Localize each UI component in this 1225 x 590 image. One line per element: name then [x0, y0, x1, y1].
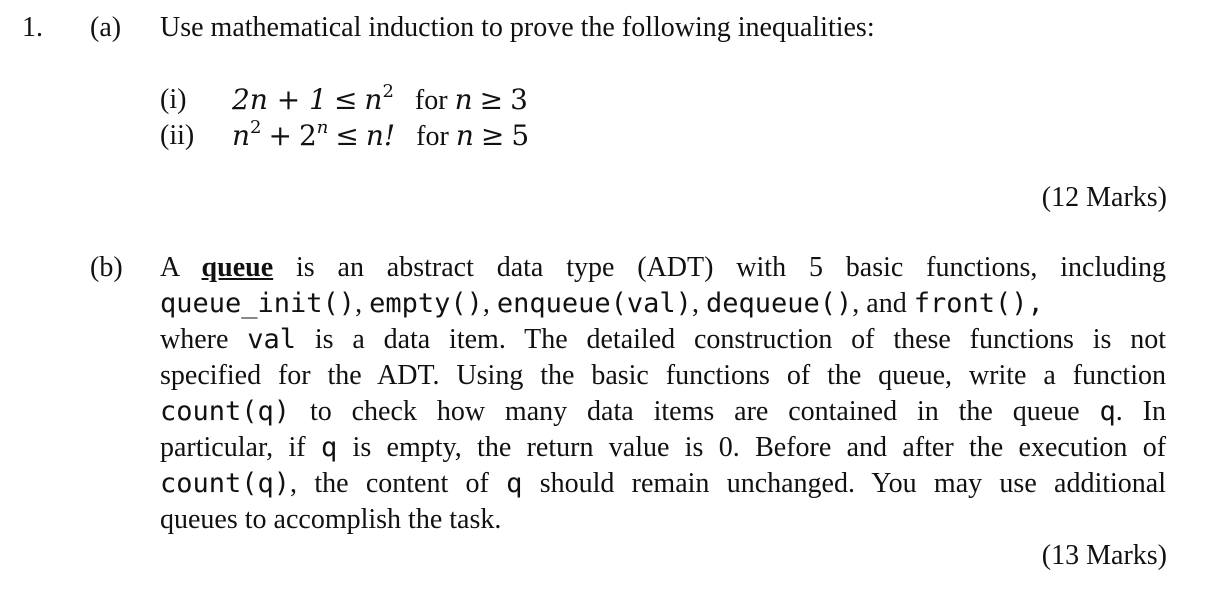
func-queue-init: queue_init() — [160, 288, 356, 319]
condition-i-relation: ≥ — [479, 83, 504, 116]
condition-ii-var: n — [455, 119, 474, 152]
condition-ii-word: for — [416, 121, 449, 152]
condition-i-value: 3 — [510, 83, 528, 116]
separator: , — [482, 288, 490, 319]
separator: , — [852, 288, 860, 319]
func-dequeue: dequeue() — [705, 288, 853, 319]
text-where: where — [160, 324, 229, 355]
part-b-line-1 — [160, 250, 1166, 286]
text-check-items: to check how many data items are contained in the queue — [309, 396, 1080, 427]
part-a-prompt: Use mathematical induction to prove the following inequalities: — [160, 12, 875, 43]
separator: , — [691, 288, 699, 319]
item-ii-label: (ii) — [160, 120, 195, 151]
inequality-ii-lhs2-base: 2 — [298, 119, 317, 152]
condition-ii-value: 5 — [511, 119, 530, 152]
inequality-ii-plus: + — [268, 119, 292, 152]
inequality-i-relation: ≤ — [333, 83, 358, 116]
part-b-line-3 — [160, 322, 1166, 358]
part-b-line-7 — [160, 466, 1166, 502]
code-q: q — [320, 432, 338, 463]
part-b-line-6 — [160, 430, 1166, 466]
part-b-line-8: queues to accomplish the task. — [160, 504, 502, 535]
item-i-label: (i) — [160, 84, 187, 115]
inequality-ii — [232, 118, 529, 155]
part-a-label: (a) — [90, 12, 122, 43]
part-b-line-5 — [160, 394, 1166, 430]
func-empty: empty() — [369, 288, 483, 319]
text-particular: particular, if — [160, 432, 306, 463]
code-val: val — [247, 324, 297, 355]
inequality-ii-rhs: n! — [365, 119, 396, 152]
part-a-marks: (12 Marks) — [1041, 182, 1167, 213]
code-count-q: count(q) — [160, 468, 291, 499]
text-in: . In — [1115, 396, 1167, 427]
text-and: and — [866, 288, 907, 319]
text-remain-unchanged: should remain unchanged. You may use additional — [539, 468, 1167, 499]
inequality-ii-lhs2-exponent: n — [316, 116, 329, 138]
text-adt-description: is an abstract data type (ADT) with 5 basic functions, including — [295, 252, 1167, 283]
code-q: q — [1099, 396, 1116, 427]
inequality-i — [232, 82, 528, 119]
inequality-i-lhs: 2n + 1 — [232, 83, 327, 116]
separator: , — [355, 288, 363, 319]
code-count-q: count(q) — [160, 396, 291, 427]
text-data-item: is a data item. The detailed construction of these functions is not — [314, 324, 1166, 355]
question-number: 1. — [22, 12, 43, 43]
part-b-line-2 — [160, 286, 1044, 322]
func-front: front() — [913, 288, 1028, 319]
part-b-label: (b) — [90, 252, 123, 283]
part-b-marks: (13 Marks) — [1041, 540, 1167, 571]
inequality-ii-lhs-base: n — [232, 119, 251, 152]
text-empty-return: is empty, the return value is 0. Before and after the execution of — [352, 432, 1167, 463]
part-b-line-4: specified for the ADT. Using the basic functions of the queue, write a function — [160, 360, 1166, 391]
adt-name: queue — [201, 252, 274, 283]
separator: , — [1027, 288, 1044, 319]
inequality-i-rhs-exponent: 2 — [382, 80, 394, 102]
condition-i-word: for — [414, 85, 448, 116]
condition-ii-relation: ≥ — [480, 119, 505, 152]
func-enqueue: enqueue(val) — [496, 288, 692, 319]
condition-i-var: n — [454, 83, 473, 116]
inequality-i-rhs-base: n — [364, 83, 383, 116]
inequality-ii-relation: ≤ — [335, 119, 359, 152]
code-q: q — [506, 468, 523, 499]
inequality-ii-lhs-exponent: 2 — [250, 116, 262, 138]
text-content-of: , the content of — [290, 468, 489, 499]
text-a: A — [160, 252, 179, 283]
